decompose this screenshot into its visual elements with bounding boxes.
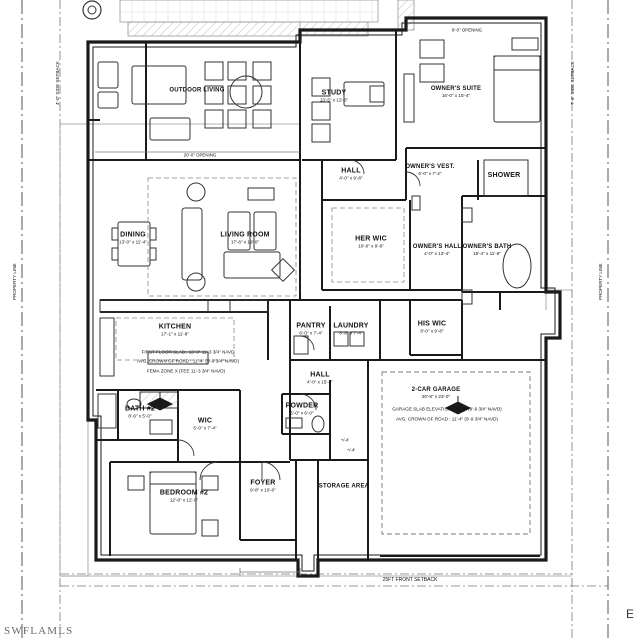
room-name: PANTRY: [296, 322, 326, 330]
room-dimensions: 16'-0" x 15'-4": [441, 92, 471, 98]
room-dimensions: 6'-0" x 7'-4": [299, 330, 323, 336]
room-name: FOYER: [250, 479, 276, 487]
room-dimensions: 8'-0" x 9'-8": [420, 328, 444, 334]
room-name: HIS WIC: [417, 320, 447, 328]
room-name: BEDROOM #2: [159, 489, 209, 497]
setback-note: 25FT FRONT SETBACK: [382, 577, 438, 583]
vertical-note: 4'-0" SIDE SETBACK: [55, 61, 60, 105]
room-dimensions: 17'-1" x 11'-8": [161, 331, 189, 337]
room-name: HALL: [310, 371, 330, 379]
room-name: KITCHEN: [158, 323, 192, 331]
room-dimensions: 13'-5" x 12'-0": [319, 97, 349, 103]
room-name: WIC: [197, 417, 213, 425]
elevation-note: AVG. CROWN OF ROAD : 11'-4" (9'-9 3/4" NAVD): [136, 358, 240, 364]
vertical-note: 7'-6" SIDE SETBACK: [570, 61, 575, 105]
room-name: LIVING ROOM: [220, 231, 270, 239]
vertical-note: PROPERTY LINE: [12, 263, 17, 300]
corner-letter: E: [625, 607, 634, 621]
room-name: BATH #2: [124, 405, 156, 413]
room-name: DINING: [120, 231, 146, 239]
room-dimensions: 5'-0" x 6'-0": [290, 410, 314, 416]
room-name: OUTDOOR LIVING: [169, 87, 225, 94]
room-name: OWNER'S HALL: [412, 243, 462, 250]
room-name: OWNER'S SUITE: [430, 85, 482, 92]
dimension-note: 20'-0" OPENING: [183, 152, 217, 158]
room-name: HALL: [341, 167, 361, 175]
room-name: POWDER: [285, 402, 319, 410]
room-dimensions: 10'-0" x 9'-8": [358, 243, 384, 249]
watermark: SWFLAMLS: [4, 625, 74, 637]
room-dimensions: 15'-4" x 11'-6": [473, 250, 501, 256]
room-name: SHOWER: [487, 171, 521, 179]
room-dimensions: 4'-0" x 13'-4": [424, 250, 450, 256]
room-dimensions: 6'-0" x 7'-2": [418, 170, 442, 176]
room-dimensions: 4'-0" x 15'-4": [307, 379, 333, 385]
elevation-note: FEMA ZONE X (FEE 11'-3 3/4" NAVD): [146, 368, 226, 374]
room-dimensions: 8'-8" x 7'-4": [339, 330, 363, 336]
room-dimensions: 12'-8" x 12'-0": [169, 497, 199, 503]
room-name: STUDY: [321, 89, 347, 97]
room-dimensions: 9'-8" x 10'-0": [250, 487, 276, 493]
room-name: 2-CAR GARAGE: [411, 386, 461, 393]
room-dimensions: 8'-6" x 5'-0": [128, 413, 152, 419]
dimension-note: +/-4': [340, 437, 350, 443]
room-name: LAUNDRY: [333, 322, 369, 330]
room-dimensions: 13'-0" x 11'-4": [119, 239, 147, 245]
room-name: HER WIC: [355, 235, 387, 243]
dimension-note: +/-4': [346, 447, 356, 453]
elevation-note: GARAGE SLAB ELEVATION : 13'-0" (9'-9 3/4" NAVD): [392, 406, 502, 412]
elevation-note: AVG. CROWN OF ROAD : 11'-4" (9'-9 3/4" NAVD): [395, 416, 499, 422]
room-dimensions: 4'-0" x 9'-8": [339, 175, 363, 181]
elevation-note: FIRST FLOOR SLAB : 13'-0" 11'-3 3/4" NAVD: [141, 349, 235, 355]
room-dimensions: 5'-0" x 7'-4": [193, 425, 217, 431]
room-name: OWNER'S BATH: [462, 243, 512, 250]
vertical-note: PROPERTY LINE: [598, 263, 603, 300]
room-name: OWNER'S VEST.: [405, 163, 455, 170]
room-name: STORAGE AREA: [318, 483, 370, 490]
room-dimensions: 20'-8" x 23'-0": [421, 393, 451, 399]
room-dimensions: 17'-6" x 19'-0": [230, 239, 260, 245]
dimension-note: 8'-0" OPENING: [451, 27, 483, 33]
